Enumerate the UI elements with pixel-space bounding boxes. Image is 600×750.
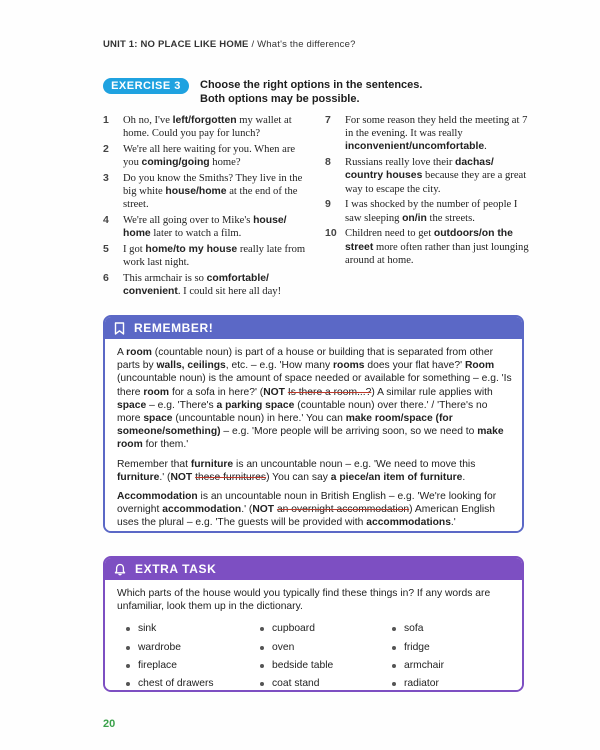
text-run: Children need to get [345, 228, 434, 240]
bold-text: room [126, 347, 152, 358]
text-run: my wallet at home. Could you pay for lunch? [123, 115, 292, 140]
text-run: does your flat have?' [364, 360, 465, 372]
bold-text: furniture [117, 471, 160, 483]
text-run: For some reason they held the meeting at 7 in the evening. It was really [345, 115, 528, 140]
bell-icon [114, 563, 126, 576]
text-run: more often rather than just lounging around at home. [345, 241, 529, 266]
item-number: 2 [103, 143, 109, 155]
text-run: . [484, 141, 487, 153]
text-run: I got [123, 244, 146, 256]
exercise-item-2 [103, 143, 308, 169]
vocabulary-word: armchair [392, 659, 512, 672]
unit-title: UNIT 1: NO PLACE LIKE HOME [103, 39, 249, 50]
item-number: 6 [103, 272, 109, 285]
text-run: (countable noun) is part of a house or building that is separated from other parts by [117, 347, 494, 372]
text-run: A [117, 347, 127, 358]
bold-text: space [143, 413, 173, 425]
text-run: .' ( [241, 504, 253, 516]
extra-task-title: EXTRA TASK [135, 562, 217, 576]
text-run: . [462, 471, 466, 483]
bold-text: rooms [333, 360, 365, 372]
text-run: Do you know the Smiths? They live in the big white [123, 173, 303, 198]
vocabulary-word: fireplace [126, 659, 260, 672]
vocabulary-word: coat stand [260, 677, 392, 690]
exercise-item-1 [103, 114, 308, 140]
bold-text: make room [117, 426, 504, 451]
text-run: Oh no, I've [123, 115, 173, 126]
exercise-item-5 [103, 243, 308, 269]
text-run: .' ( [159, 471, 171, 483]
struck-text: an overnight accommodation [276, 504, 410, 516]
vocabulary-word: sink [126, 622, 260, 635]
text-run: We're all here waiting for you. When are you [123, 144, 296, 169]
vocabulary-word: cupboard [260, 622, 392, 635]
bold-text: NOT [170, 471, 196, 483]
text-run: – e.g. 'There's [146, 399, 217, 411]
bold-text: house/ home [123, 215, 287, 240]
bold-text: space [117, 399, 147, 411]
vocabulary-word: fridge [392, 641, 512, 654]
exercise-item-4 [103, 214, 308, 240]
bold-text: room [143, 386, 170, 398]
vocabulary-word: bedside table [260, 659, 392, 672]
remember-paragraph [117, 458, 512, 484]
text-run: .' [450, 517, 456, 529]
struck-text: these furnitures [195, 471, 267, 483]
extra-task-body [105, 580, 522, 692]
item-number: 9 [325, 198, 331, 211]
text-run: at the end of the street. [123, 186, 298, 211]
bold-text: NOT [263, 386, 288, 398]
remember-paragraph [117, 490, 512, 530]
bold-text: accommodation [162, 504, 242, 516]
exercise-item-9 [325, 198, 530, 224]
item-number: 4 [103, 214, 109, 227]
exercise-column-right [325, 114, 530, 270]
text-run: for a sofa in here?' ( [169, 386, 264, 398]
remember-body [105, 339, 522, 533]
struck-text: Is there a room...? [287, 386, 372, 398]
vocabulary-word: sofa [392, 622, 512, 635]
text-run: ) American English uses the plural – e.g. 'The guests will be provided with [117, 504, 496, 529]
text-run: (uncountable noun) in here.' You can [172, 413, 346, 425]
vocabulary-list [117, 622, 512, 690]
exercise-badge: EXERCISE 3 [103, 78, 189, 94]
text-run: , etc. – e.g. 'How many [225, 360, 334, 372]
bold-text: coming/going [141, 157, 210, 169]
text-run: is an uncountable noun – e.g. 'We need to move this [233, 458, 476, 470]
instruction-line-2: Both options may be possible. [200, 93, 360, 105]
exercise-instruction [200, 78, 422, 106]
exercise-item-6 [103, 272, 308, 298]
bold-text: NOT [252, 504, 277, 516]
bold-text: Accommodation [117, 491, 198, 503]
text-run: I was shocked by the number of people I saw sleeping [345, 199, 518, 224]
section-title: / What's the difference? [248, 39, 356, 50]
item-number: 10 [325, 227, 337, 240]
bold-text: comfortable/ convenient [123, 273, 269, 298]
text-run: ) You can say [266, 471, 331, 483]
text-run: the streets. [426, 212, 475, 224]
vocabulary-word: radiator [392, 677, 512, 690]
bold-text: a parking space [216, 399, 295, 411]
bold-text: furniture [190, 458, 234, 470]
bold-text: Room [464, 360, 495, 372]
vocabulary-word: chest of drawers [126, 677, 260, 690]
bold-text: a piece/an item of furniture [330, 471, 463, 483]
exercise-item-7 [325, 114, 530, 154]
text-run: is an uncountable noun in British English – e.g. 'We're looking for overnight [117, 491, 497, 516]
vocabulary-word: oven [260, 641, 392, 654]
bold-text: on/in [402, 212, 427, 224]
text-run: Russians really love their [345, 157, 456, 169]
bold-text: accommodations [366, 517, 451, 529]
page-number: 20 [103, 718, 116, 730]
text-run: This armchair is so [123, 273, 207, 285]
text-run: really late from work last night. [123, 244, 306, 269]
text-run: (uncountable noun) is the amount of space needed or available for something – e.g. 'Is there [117, 373, 512, 398]
remember-box [103, 315, 524, 533]
exercise-column-left [103, 114, 308, 301]
text-run: ) A similar rule applies with [371, 386, 493, 398]
exercise-item-3 [103, 172, 308, 212]
exercise-item-10 [325, 227, 530, 267]
bold-text: dachas/ country houses [345, 157, 494, 182]
bold-text: house/home [165, 186, 227, 198]
instruction-line-1: Choose the right options in the sentences. [200, 79, 423, 91]
item-number: 3 [103, 172, 109, 184]
remember-title: REMEMBER! [134, 321, 214, 335]
remember-paragraph [117, 346, 512, 452]
item-number: 5 [103, 243, 109, 256]
bold-text: inconvenient/uncomfortable [345, 141, 485, 153]
text-run: for them.' [142, 439, 189, 451]
bold-text: home/to my house [145, 244, 238, 256]
text-run: (countable noun) over there.' / 'There's no more [117, 399, 488, 425]
item-number: 8 [325, 156, 331, 169]
remember-header [105, 317, 522, 339]
text-run: We're all going over to Mike's [123, 215, 254, 227]
exercise-item-8 [325, 156, 530, 196]
text-run: later to watch a film. [150, 228, 242, 240]
bookmark-icon [114, 322, 125, 335]
extra-task-question: Which parts of the house would you typically find these things in? If any words are unfamiliar, look them up in the dictionary. [117, 588, 491, 613]
text-run: Remember that [117, 458, 191, 470]
extra-task-header [105, 558, 522, 580]
text-run: . I could sit here all day! [177, 286, 282, 298]
item-number: 1 [103, 114, 109, 126]
page-header [103, 39, 356, 50]
bold-text: left/forgotten [172, 115, 237, 126]
bold-text: walls, ceilings [156, 360, 226, 372]
vocabulary-word: wardrobe [126, 641, 260, 654]
extra-task-box [103, 556, 524, 692]
bold-text: make room/space (for someone/something) [117, 413, 453, 438]
text-run: because they are a great way to escape the city. [345, 170, 527, 195]
text-run: – e.g. 'More people will be arriving soon, so we need to [220, 426, 478, 438]
item-number: 7 [325, 114, 331, 126]
text-run: home? [209, 157, 241, 169]
bold-text: outdoors/on the street [345, 228, 513, 253]
